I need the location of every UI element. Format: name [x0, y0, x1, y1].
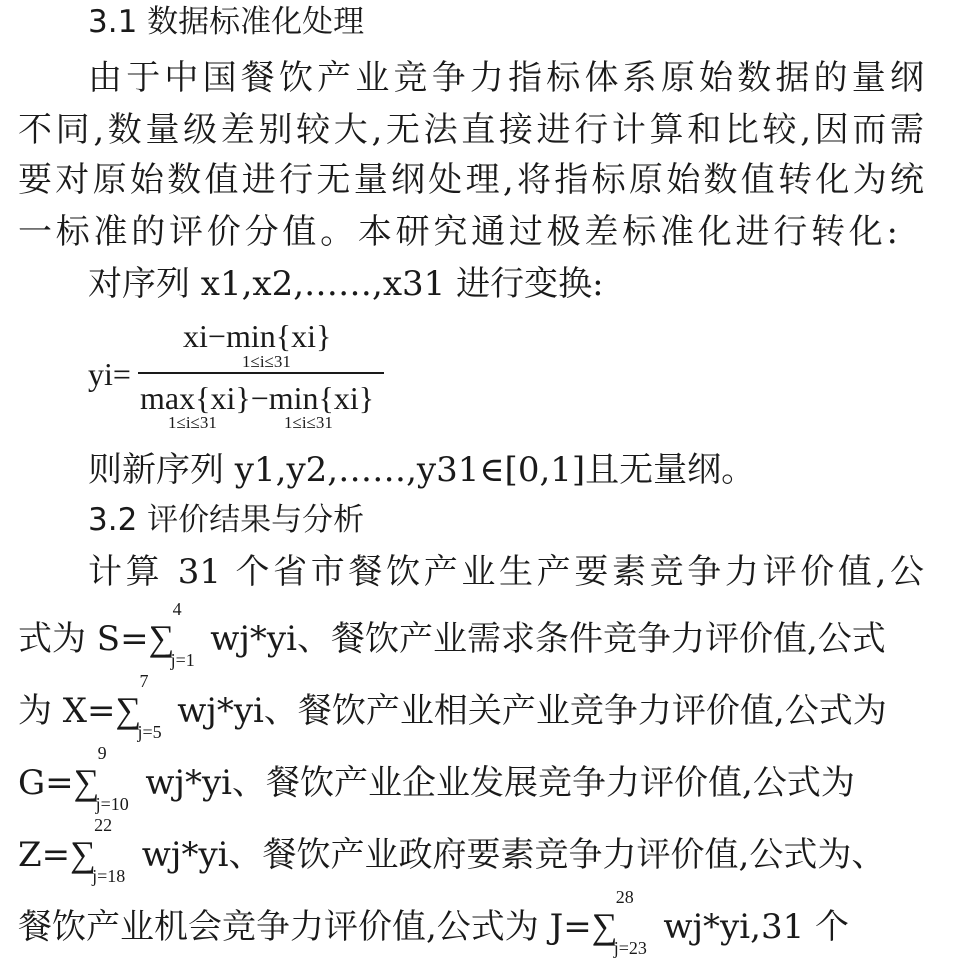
- sum-lower-limit: j=18: [92, 866, 126, 886]
- summation: [70, 815, 142, 886]
- formula-numerator: xi−min{xi}: [183, 318, 332, 354]
- paragraph-line-text: 计算 31 个省市餐饮产业生产要素竞争力评价值,公: [88, 552, 924, 592]
- formula-denominator: max{xi}−min{xi}: [140, 380, 375, 416]
- section-heading-3-1: 3.1 数据标准化处理: [88, 4, 365, 40]
- paragraph-line-text: 不同,数量级差别较大,无法直接进行计算和比较,因而需: [18, 110, 924, 150]
- summation: [591, 887, 664, 958]
- formula-prefix: 式为 S=: [18, 619, 149, 659]
- formula-suffix: wj*yi、餐饮产业需求条件竞争力评价值,公式: [210, 619, 886, 659]
- summation: [115, 671, 178, 742]
- paragraph-line: [88, 552, 924, 592]
- formula-prefix: 餐饮产业机会竞争力评价值,公式为 J=: [18, 907, 592, 947]
- sigma-symbol: ∑: [73, 762, 100, 802]
- sum-lower-limit: j=23: [613, 938, 647, 958]
- formula-line-g: [18, 743, 855, 814]
- formula-denominator-subscript-min: 1≤i≤31: [284, 413, 333, 432]
- paragraph-line-text: 由于中国餐饮产业竞争力指标体系原始数据的量纲: [88, 58, 924, 98]
- sum-upper-limit: 9: [97, 743, 107, 763]
- sigma-symbol: ∑: [70, 834, 96, 874]
- section-heading-3-2: 3.2 评价结果与分析: [88, 502, 365, 538]
- formula-line-s: [18, 599, 886, 670]
- transform-line: 对序列 x1,x2,……,x31 进行变换:: [88, 264, 604, 304]
- formula-line-x: [18, 671, 887, 742]
- formula-numerator-subscript: 1≤i≤31: [242, 352, 291, 371]
- summation: [73, 743, 146, 814]
- sum-lower-limit: j=5: [137, 722, 162, 742]
- formula-denominator-subscript-max: 1≤i≤31: [168, 413, 217, 432]
- sum-upper-limit: 7: [139, 671, 149, 691]
- sigma-symbol: ∑: [591, 906, 618, 946]
- formula-prefix: G=: [18, 763, 74, 803]
- sigma-symbol: ∑: [148, 618, 175, 658]
- formula-suffix: wj*yi、餐饮产业相关产业竞争力评价值,公式为: [177, 691, 887, 731]
- sum-upper-limit: 22: [94, 815, 113, 835]
- formula-prefix: 为 X=: [18, 691, 116, 731]
- paragraph-line-text: 一标准的评价分值。本研究通过极差标准化进行转化:: [18, 212, 898, 252]
- paragraph-line: [18, 212, 898, 252]
- sum-lower-limit: j=1: [170, 650, 195, 670]
- sum-upper-limit: 28: [615, 887, 634, 907]
- formula-prefix: Z=: [18, 835, 71, 875]
- summation: [148, 599, 211, 670]
- paragraph-line: [88, 58, 924, 98]
- formula-suffix: wj*yi、餐饮产业政府要素竞争力评价值,公式为、: [141, 835, 886, 875]
- sigma-symbol: ∑: [115, 690, 142, 730]
- paragraph-line: [18, 110, 924, 150]
- fraction-bar: [138, 372, 384, 374]
- paragraph-line: [18, 160, 924, 200]
- formula-lhs: yi=: [88, 356, 131, 392]
- paragraph-line-text: 要对原始数值进行无量纲处理,将指标原始数值转化为统: [18, 160, 924, 200]
- normalization-formula: [88, 318, 408, 438]
- formula-suffix: wj*yi、餐饮产业企业发展竞争力评价值,公式为: [145, 763, 855, 803]
- formula-line-z: [18, 815, 886, 886]
- sum-upper-limit: 4: [172, 599, 182, 619]
- sum-lower-limit: j=10: [95, 794, 129, 814]
- formula-suffix: wj*yi,31 个: [663, 907, 850, 947]
- result-line: 则新序列 y1,y2,……,y31∈[0,1]且无量纲。: [88, 450, 756, 490]
- formula-line-j: [18, 887, 850, 958]
